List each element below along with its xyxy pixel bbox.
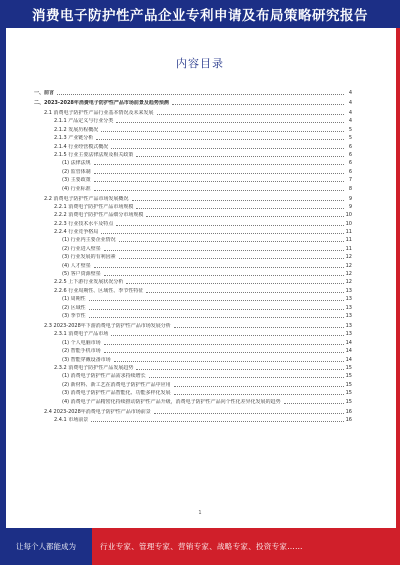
footer-slogan-right-panel <box>92 528 400 565</box>
toc-entry-label: (2) 区域性 <box>62 304 86 311</box>
toc-leader-dots <box>104 275 344 276</box>
right-accent-stripe <box>396 28 400 528</box>
toc-leader-dots <box>119 258 344 259</box>
toc-entry[interactable] <box>34 252 352 260</box>
toc-entry[interactable] <box>34 302 352 310</box>
page-number: 1 <box>198 510 202 516</box>
toc-leader-dots <box>94 267 344 268</box>
toc-entry-label: (3) 季节性 <box>62 312 86 319</box>
toc-entry-page: 10 <box>345 220 352 227</box>
toc-entry[interactable] <box>34 337 352 345</box>
toc-leader-dots <box>94 181 344 182</box>
toc-entry-page: 6 <box>348 168 352 175</box>
toc-entry-label: (1) 周期性 <box>62 296 86 303</box>
toc-leader-dots <box>149 377 344 378</box>
toc-entry[interactable] <box>34 106 352 116</box>
toc-entry[interactable] <box>34 166 352 174</box>
toc-entry[interactable] <box>34 133 352 141</box>
toc-entry-label: (2) 监管体制 <box>62 168 91 175</box>
toc-leader-dots <box>136 208 344 209</box>
toc-leader-dots <box>91 421 343 422</box>
toc-entry-label: 2.2.6 行业周期性、区域性、季节性特征 <box>54 287 144 294</box>
toc-entry[interactable] <box>34 227 352 235</box>
report-header <box>0 0 400 28</box>
toc-entry-label: (3) 主要政策 <box>62 177 91 184</box>
toc-entry-page: 6 <box>348 160 352 167</box>
toc-entry-label: (1) 消费电子防护性产品需求持续增长 <box>62 373 146 380</box>
toc-entry-page: 16 <box>345 408 352 415</box>
toc-entry-label: (1) 行业内主要企业情况 <box>62 237 116 244</box>
toc-entry-page: 13 <box>345 287 352 294</box>
toc-entry-label: (2) 行业进入壁垒 <box>62 245 101 252</box>
toc-entry-page: 4 <box>348 118 352 125</box>
toc-entry-page: 4 <box>348 110 352 116</box>
toc-leader-dots <box>174 327 344 328</box>
toc-entry-page: 8 <box>348 185 352 192</box>
toc-entry-page: 13 <box>345 304 352 311</box>
toc-entry-label: 2.3.1 消费电子产品市场 <box>54 331 109 338</box>
toc-entry-page: 12 <box>345 271 352 278</box>
toc-entry-label: 2.2.4 行业竞争格局 <box>54 229 99 236</box>
toc-leader-dots <box>94 190 344 191</box>
toc-entry-label: (3) 智能穿戴设备市场 <box>62 356 111 363</box>
toc-entry-page: 14 <box>345 339 352 346</box>
toc-leader-dots <box>114 361 344 362</box>
toc-entry-label: 2.1.4 行业经营模式概况 <box>54 143 109 150</box>
toc-entry-label: 2.2.1 消费电子防护性产品市场规模 <box>54 203 134 210</box>
toc-entry-label: (2) 新材料、新工艺在消费电子防护性产品中应用 <box>62 381 171 388</box>
toc-leader-dots <box>101 233 343 234</box>
toc-leader-dots <box>132 200 344 201</box>
toc-entry[interactable] <box>34 116 352 124</box>
toc-leader-dots <box>104 344 344 345</box>
toc-entry-label: 2.1.5 行业主要法律法规及相关政策 <box>54 151 134 158</box>
toc-entry-label: 2.2.3 行业技术水平及特点 <box>54 220 114 227</box>
toc-entry-page: 11 <box>345 245 352 252</box>
toc-entry-page: 6 <box>348 151 352 158</box>
toc-entry-label: (4) 人才壁垒 <box>62 262 91 269</box>
toc-entry-label: (1) 法律法规 <box>62 160 91 167</box>
toc-entry-page: 4 <box>348 100 352 106</box>
toc-entry-label: (4) 消费电子产品精密化持续推动防护性产品升级，消费电子防护性产品向个性化差异化发展的趋势 <box>62 398 281 405</box>
toc-entry-page: 15 <box>345 390 352 397</box>
toc-entry[interactable] <box>34 285 352 293</box>
toc-leader-dots <box>174 394 344 395</box>
toc-entry[interactable] <box>34 415 352 423</box>
toc-entry-page: 4 <box>348 90 352 96</box>
toc-entry-page: 15 <box>345 381 352 388</box>
toc-entry[interactable] <box>34 388 352 396</box>
toc-entry[interactable] <box>34 210 352 218</box>
toc-entry[interactable] <box>34 183 352 191</box>
report-title: 消费电子防护性产品企业专利申请及布局策略研究报告 <box>32 8 368 24</box>
toc-entry-page: 15 <box>345 398 352 405</box>
toc-leader-dots <box>146 292 343 293</box>
toc-leader-dots <box>89 300 344 301</box>
toc-entry[interactable] <box>34 379 352 387</box>
toc-entry[interactable] <box>34 96 352 106</box>
toc-entry-page: 7 <box>348 177 352 184</box>
toc-leader-dots <box>146 216 343 217</box>
toc-entry-label: 一、前言 <box>34 90 55 96</box>
toc-leader-dots <box>94 173 344 174</box>
toc-leader-dots <box>104 352 344 353</box>
toc-leader-dots <box>116 122 344 123</box>
toc-entry-label: (2) 智能手机市场 <box>62 348 101 355</box>
toc-entry-page: 12 <box>345 262 352 269</box>
toc-entry-page: 5 <box>348 135 352 142</box>
toc-entry-label: 二、2023-2028年消费电子防护性产品市场前景及趋势预测 <box>34 100 169 106</box>
footer-slogan-right: 行业专家、管理专家、营销专家、战略专家、投资专家…… <box>100 542 303 551</box>
toc-leader-dots <box>284 403 344 404</box>
toc-entry[interactable] <box>34 86 352 96</box>
toc-leader-dots <box>119 241 344 242</box>
toc-entry[interactable] <box>34 124 352 132</box>
toc-leader-dots <box>157 114 344 115</box>
left-accent-stripe <box>0 28 6 528</box>
toc-leader-dots <box>174 386 344 387</box>
toc-entry-label: 2.2.5 上下游行业发展状况分析 <box>54 279 124 286</box>
toc-entry[interactable] <box>34 363 352 371</box>
toc-leader-dots <box>172 104 344 105</box>
toc-entry[interactable] <box>34 150 352 158</box>
toc-entry-page: 13 <box>345 296 352 303</box>
toc-entry[interactable] <box>34 329 352 337</box>
toc-entry[interactable] <box>34 319 352 329</box>
toc-entry-label: (4) 行业标准 <box>62 185 91 192</box>
toc-heading: 内容目录 <box>176 57 224 70</box>
toc-leader-dots <box>111 148 344 149</box>
toc-entry-label: 2.4 2023-2028年消费电子防护性产品市场前景 <box>44 408 151 415</box>
table-of-contents <box>34 86 352 423</box>
toc-entry-page: 12 <box>345 279 352 286</box>
toc-entry-page: 11 <box>345 237 352 244</box>
toc-entry-label: 2.1.1 产品定义与行业分类 <box>54 118 114 125</box>
toc-leader-dots <box>136 156 344 157</box>
toc-leader-dots <box>154 413 344 414</box>
toc-leader-dots <box>94 164 344 165</box>
toc-entry[interactable] <box>34 141 352 149</box>
toc-entry[interactable] <box>34 158 352 166</box>
toc-leader-dots <box>57 94 344 95</box>
toc-entry[interactable] <box>34 294 352 302</box>
toc-entry[interactable] <box>34 371 352 379</box>
toc-entry[interactable] <box>34 235 352 243</box>
toc-entry-label: 2.3 2023-2028年下游消费电子防护性产品市场发展分析 <box>44 322 171 329</box>
toc-entry[interactable] <box>34 354 352 362</box>
toc-leader-dots <box>101 131 344 132</box>
toc-entry-label: 2.1 消费电子防护性产品行业基本情况及未来发展 <box>44 110 154 116</box>
toc-entry-page: 6 <box>348 143 352 150</box>
toc-entry[interactable] <box>34 192 352 202</box>
toc-entry[interactable] <box>34 202 352 210</box>
toc-entry-page: 13 <box>345 331 352 338</box>
toc-entry-page: 16 <box>345 416 352 423</box>
toc-entry-label: 2.4.1 市场前景 <box>54 416 89 423</box>
toc-entry-label: 2.3.2 消费电子防护性产品发展趋势 <box>54 364 134 371</box>
toc-entry[interactable] <box>34 277 352 285</box>
toc-leader-dots <box>126 283 343 284</box>
toc-leader-dots <box>116 225 343 226</box>
toc-entry-page: 9 <box>348 203 352 210</box>
toc-leader-dots <box>104 250 344 251</box>
toc-entry-label: 2.1.3 产业链分析 <box>54 135 94 142</box>
toc-entry-page: 9 <box>348 195 352 202</box>
toc-entry[interactable] <box>34 218 352 226</box>
footer-slogan-left-panel <box>0 528 92 565</box>
toc-entry-label: (1) 个人电脑市场 <box>62 339 101 346</box>
toc-entry-page: 14 <box>345 348 352 355</box>
report-footer <box>0 528 400 565</box>
toc-entry-page: 5 <box>348 126 352 133</box>
toc-entry-label: 2.2.2 消费电子防护性产品细分市场规模 <box>54 212 144 219</box>
toc-leader-dots <box>96 139 344 140</box>
toc-entry[interactable] <box>34 396 352 404</box>
toc-entry-label: (3) 行业发展的有利因素 <box>62 254 116 261</box>
toc-entry-page: 14 <box>345 356 352 363</box>
toc-leader-dots <box>136 369 343 370</box>
footer-slogan-left: 让每个人都能成为 <box>16 542 76 551</box>
toc-entry-page: 13 <box>345 322 352 329</box>
toc-entry-page: 11 <box>345 229 352 236</box>
toc-entry-page: 12 <box>345 254 352 261</box>
toc-entry[interactable] <box>34 311 352 319</box>
toc-entry[interactable] <box>34 405 352 415</box>
toc-entry[interactable] <box>34 260 352 268</box>
toc-entry[interactable] <box>34 346 352 354</box>
toc-entry-page: 15 <box>345 373 352 380</box>
toc-leader-dots <box>89 317 344 318</box>
toc-entry-label: 2.1.2 发展历程概况 <box>54 126 99 133</box>
toc-leader-dots <box>111 335 343 336</box>
toc-entry-label: (3) 消费电子防护性产品智能化、功能多样化发展 <box>62 390 171 397</box>
toc-entry-page: 13 <box>345 312 352 319</box>
toc-entry[interactable] <box>34 269 352 277</box>
toc-entry-label: (5) 客户资源壁垒 <box>62 271 101 278</box>
toc-entry-page: 15 <box>345 364 352 371</box>
toc-entry-page: 10 <box>345 212 352 219</box>
toc-leader-dots <box>89 309 344 310</box>
toc-entry[interactable] <box>34 243 352 251</box>
toc-entry[interactable] <box>34 175 352 183</box>
toc-entry-label: 2.2 消费电子防护性产品市场发展概况 <box>44 195 129 202</box>
